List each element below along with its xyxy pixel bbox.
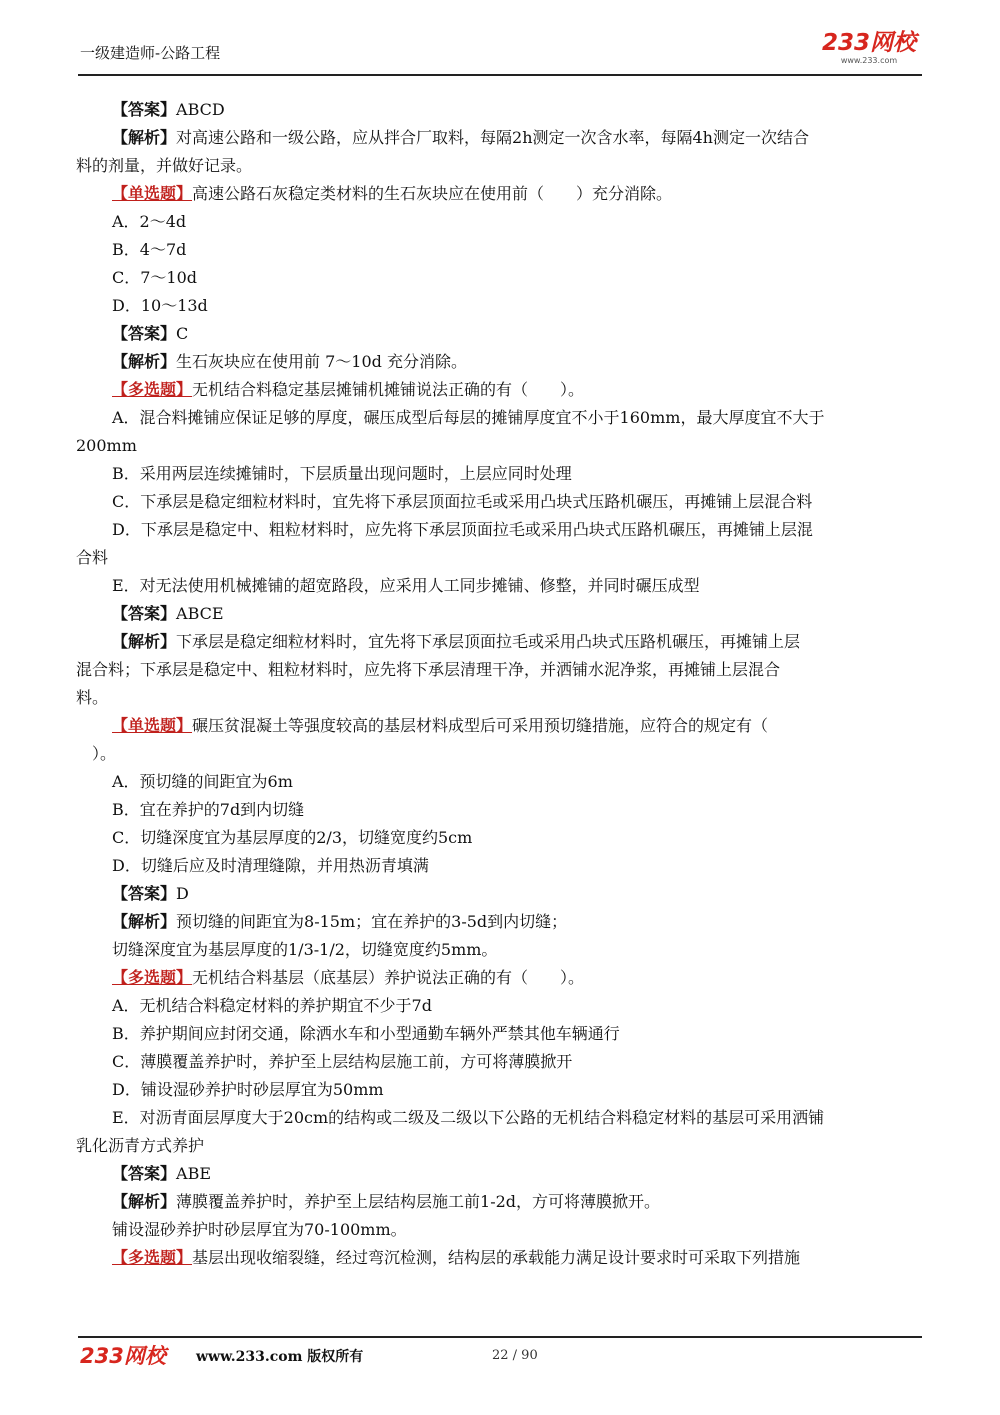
text-line bbox=[76, 684, 928, 712]
line-text: C．切缝深度宜为基层厚度的2/3，切缝宽度约5cm bbox=[112, 828, 473, 847]
footer-logo: 233网校 bbox=[80, 1344, 166, 1368]
text-line bbox=[76, 404, 928, 432]
text-line bbox=[76, 180, 928, 208]
document-body bbox=[76, 96, 928, 1272]
text-line bbox=[76, 768, 928, 796]
text-line bbox=[76, 1132, 928, 1160]
text-line bbox=[76, 1244, 928, 1272]
text-line bbox=[76, 656, 928, 684]
question-type-label: 【单选题】 bbox=[112, 184, 193, 203]
line-text: 对高速公路和一级公路，应从拌合厂取料，每隔2h测定一次含水率，每隔4h测定一次结合 bbox=[176, 128, 809, 147]
question-type-label: 【单选题】 bbox=[112, 716, 193, 735]
text-line bbox=[76, 572, 928, 600]
logo-url: www.233.com bbox=[840, 56, 898, 65]
line-text: E．对沥青面层厚度大于20cm的结构或二级及二级以下公路的无机结合料稳定材料的基层可采用洒铺 bbox=[112, 1108, 825, 1127]
page-footer bbox=[78, 1336, 922, 1378]
text-line bbox=[76, 1160, 928, 1188]
text-line bbox=[76, 740, 928, 768]
line-text: 200mm bbox=[76, 436, 137, 455]
answer-label: 【解析】 bbox=[112, 912, 177, 931]
page-header bbox=[78, 30, 922, 76]
line-text: A．预切缝的间距宜为6m bbox=[112, 772, 293, 791]
answer-label: 【答案】 bbox=[112, 604, 177, 623]
text-line bbox=[76, 208, 928, 236]
question-type-label: 【多选题】 bbox=[112, 968, 193, 987]
question-type-label: 【多选题】 bbox=[112, 380, 193, 399]
line-text: 预切缝的间距宜为8-15m；宜在养护的3-5d到内切缝； bbox=[176, 912, 568, 931]
text-line bbox=[76, 488, 928, 516]
line-text: ABCE bbox=[176, 604, 224, 623]
text-line bbox=[76, 992, 928, 1020]
text-line bbox=[76, 96, 928, 124]
text-line bbox=[76, 908, 928, 936]
text-line bbox=[76, 628, 928, 656]
line-text: 料的剂量，并做好记录。 bbox=[76, 156, 253, 175]
question-type-label: 【多选题】 bbox=[112, 1248, 193, 1267]
line-text: A．2～4d bbox=[112, 212, 187, 231]
brand-logo bbox=[822, 30, 916, 65]
text-line bbox=[76, 1076, 928, 1104]
text-line bbox=[76, 516, 928, 544]
line-text: 料。 bbox=[76, 688, 109, 707]
line-text: C．7～10d bbox=[112, 268, 198, 287]
text-line bbox=[76, 1104, 928, 1132]
text-line bbox=[76, 152, 928, 180]
text-line bbox=[76, 124, 928, 152]
line-text: ABCD bbox=[176, 100, 225, 119]
line-text: D bbox=[176, 884, 189, 903]
answer-label: 【答案】 bbox=[112, 324, 177, 343]
line-text: A．混合料摊铺应保证足够的厚度，碾压成型后每层的摊铺厚度宜不小于160mm，最大厚度宜不大于 bbox=[112, 408, 825, 427]
text-line bbox=[76, 292, 928, 320]
logo-text: 233网校 bbox=[821, 30, 916, 56]
text-line bbox=[76, 1020, 928, 1048]
text-line bbox=[76, 936, 928, 964]
text-line bbox=[76, 348, 928, 376]
line-text: D．切缝后应及时清理缝隙，并用热沥青填满 bbox=[112, 856, 429, 875]
text-line bbox=[76, 1188, 928, 1216]
text-line bbox=[76, 264, 928, 292]
line-text: B．采用两层连续摊铺时，下层质量出现问题时，上层应同时处理 bbox=[112, 464, 572, 483]
header-title: 一级建造师-公路工程 bbox=[80, 44, 221, 62]
footer-copyright: www.233.com 版权所有 bbox=[196, 1349, 364, 1365]
text-line bbox=[76, 1048, 928, 1076]
line-text: 合料 bbox=[76, 548, 109, 567]
line-text: D．铺设湿砂养护时砂层厚宜为50mm bbox=[112, 1080, 384, 1099]
line-text: E．对无法使用机械摊铺的超宽路段，应采用人工同步摊铺、修整，并同时碾压成型 bbox=[112, 576, 700, 595]
text-line bbox=[76, 824, 928, 852]
line-text: 无机结合料稳定基层摊铺机摊铺说法正确的有（ ）。 bbox=[192, 380, 585, 399]
line-text: ）。 bbox=[76, 744, 117, 763]
text-line bbox=[76, 964, 928, 992]
line-text: ABE bbox=[176, 1164, 212, 1183]
text-line bbox=[76, 712, 928, 740]
text-line bbox=[76, 796, 928, 824]
line-text: 乳化沥青方式养护 bbox=[76, 1136, 205, 1155]
text-line bbox=[76, 544, 928, 572]
answer-label: 【解析】 bbox=[112, 1192, 177, 1211]
line-text: C．下承层是稳定细粒材料时，宜先将下承层顶面拉毛或采用凸块式压路机碾压，再摊铺上层混合料 bbox=[112, 492, 813, 511]
line-text: A．无机结合料稳定材料的养护期宜不少于7d bbox=[112, 996, 432, 1015]
line-text: 高速公路石灰稳定类材料的生石灰块应在使用前（ ）充分消除。 bbox=[192, 184, 673, 203]
line-text: B．养护期间应封闭交通，除洒水车和小型通勤车辆外严禁其他车辆通行 bbox=[112, 1024, 620, 1043]
text-line bbox=[76, 236, 928, 264]
answer-label: 【解析】 bbox=[112, 352, 177, 371]
line-text: 下承层是稳定细粒材料时，宜先将下承层顶面拉毛或采用凸块式压路机碾压，再摊铺上层 bbox=[176, 632, 801, 651]
answer-label: 【答案】 bbox=[112, 884, 177, 903]
text-line bbox=[76, 852, 928, 880]
line-text: B．宜在养护的7d到内切缝 bbox=[112, 800, 305, 819]
line-text: 无机结合料基层（底基层）养护说法正确的有（ ）。 bbox=[192, 968, 585, 987]
text-line bbox=[76, 880, 928, 908]
page-number: 22 / 90 bbox=[492, 1348, 538, 1363]
answer-label: 【解析】 bbox=[112, 632, 177, 651]
answer-label: 【答案】 bbox=[112, 100, 177, 119]
text-line bbox=[76, 460, 928, 488]
answer-label: 【解析】 bbox=[112, 128, 177, 147]
text-line bbox=[76, 600, 928, 628]
line-text: D．下承层是稳定中、粗粒材料时，应先将下承层顶面拉毛或采用凸块式压路机碾压，再摊铺上层混 bbox=[112, 520, 813, 539]
line-text: B．4～7d bbox=[112, 240, 187, 259]
line-text: 铺设湿砂养护时砂层厚宜为70-100mm。 bbox=[112, 1220, 407, 1239]
line-text: C．薄膜覆盖养护时，养护至上层结构层施工前，方可将薄膜掀开 bbox=[112, 1052, 573, 1071]
line-text: 碾压贫混凝土等强度较高的基层材料成型后可采用预切缝措施，应符合的规定有（ bbox=[192, 716, 769, 735]
line-text: 基层出现收缩裂缝，经过弯沉检测，结构层的承载能力满足设计要求时可采取下列措施 bbox=[192, 1248, 801, 1267]
text-line bbox=[76, 320, 928, 348]
text-line bbox=[76, 1216, 928, 1244]
text-line bbox=[76, 432, 928, 460]
answer-label: 【答案】 bbox=[112, 1164, 177, 1183]
line-text: 切缝深度宜为基层厚度的1/3-1/2，切缝宽度约5mm。 bbox=[112, 940, 498, 959]
line-text: D．10～13d bbox=[112, 296, 208, 315]
line-text: 生石灰块应在使用前 7～10d 充分消除。 bbox=[176, 352, 467, 371]
line-text: C bbox=[176, 324, 189, 343]
line-text: 混合料；下承层是稳定中、粗粒材料时，应先将下承层清理干净，并洒铺水泥净浆，再摊铺上层混合 bbox=[76, 660, 781, 679]
line-text: 薄膜覆盖养护时，养护至上层结构层施工前1-2d，方可将薄膜掀开。 bbox=[176, 1192, 661, 1211]
text-line bbox=[76, 376, 928, 404]
